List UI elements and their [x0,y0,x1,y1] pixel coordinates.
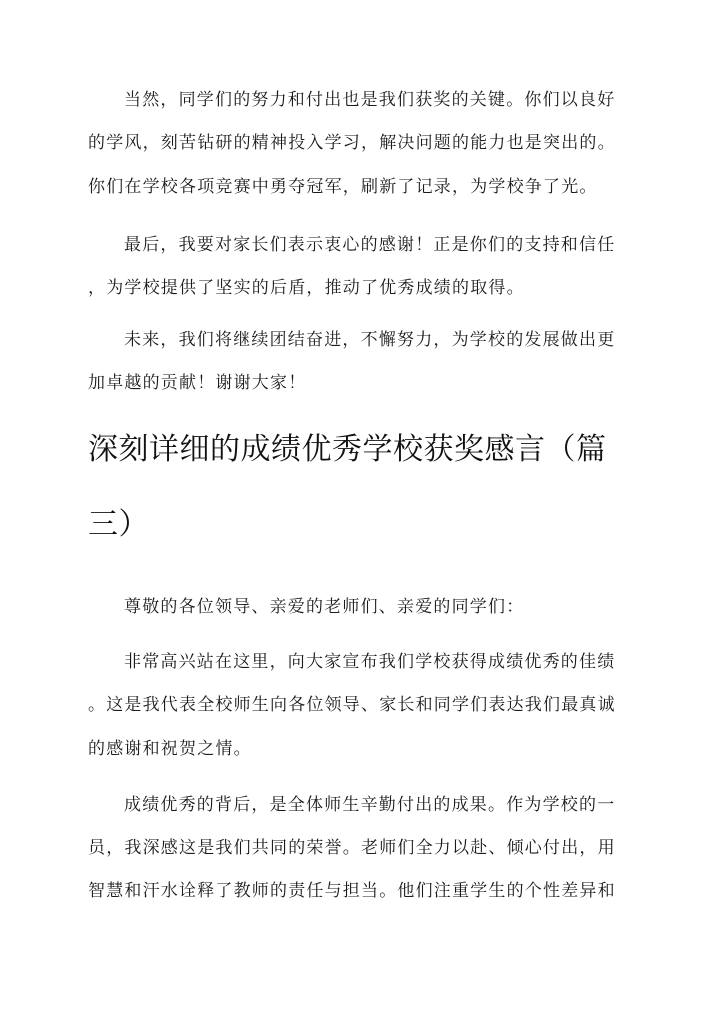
paragraph-6-line-2: 员，我深感这是我们共同的荣誉。老师们全力以赴、倾心付出，用 [88,838,616,858]
paragraph-6-line-3: 智慧和汗水诠释了教师的责任与担当。他们注重学生的个性差异和 [88,881,616,901]
paragraph-1-line-2: 的学风，刻苦钻研的精神投入学习，解决问题的能力也是突出的。 [88,133,616,153]
paragraph-3-line-2: 加卓越的贡献！谢谢大家！ [88,373,307,393]
paragraph-5-line-3: 的感谢和祝贺之情。 [88,739,252,759]
paragraph-5-line-1: 非常高兴站在这里，向大家宣布我们学校获得成绩优秀的佳绩 [124,652,616,672]
paragraph-3-line-1: 未来，我们将继续团结奋进，不懈努力，为学校的发展做出更 [124,330,616,350]
paragraph-2-line-2: ，为学校提供了坚实的后盾，推动了优秀成绩的取得。 [88,278,525,298]
paragraph-6-line-1: 成绩优秀的背后，是全体师生辛勤付出的成果。作为学校的一 [124,795,616,815]
section-heading-line-2: 三） [88,507,149,542]
paragraph-4-line-1: 尊敬的各位领导、亲爱的老师们、亲爱的同学们： [124,597,525,617]
paragraph-5-line-2: 。这是我代表全校师生向各位领导、家长和同学们表达我们最真诚 [88,695,616,715]
paragraph-1-line-3: 你们在学校各项竞赛中勇夺冠军，刷新了记录，为学校争了光。 [88,177,598,197]
paragraph-1-line-1: 当然，同学们的努力和付出也是我们获奖的关键。你们以良好 [124,90,616,110]
paragraph-2-line-1: 最后，我要对家长们表示衷心的感谢！正是你们的支持和信任 [124,235,616,255]
section-heading-line-1: 深刻详细的成绩优秀学校获奖感言（篇 [88,432,607,467]
